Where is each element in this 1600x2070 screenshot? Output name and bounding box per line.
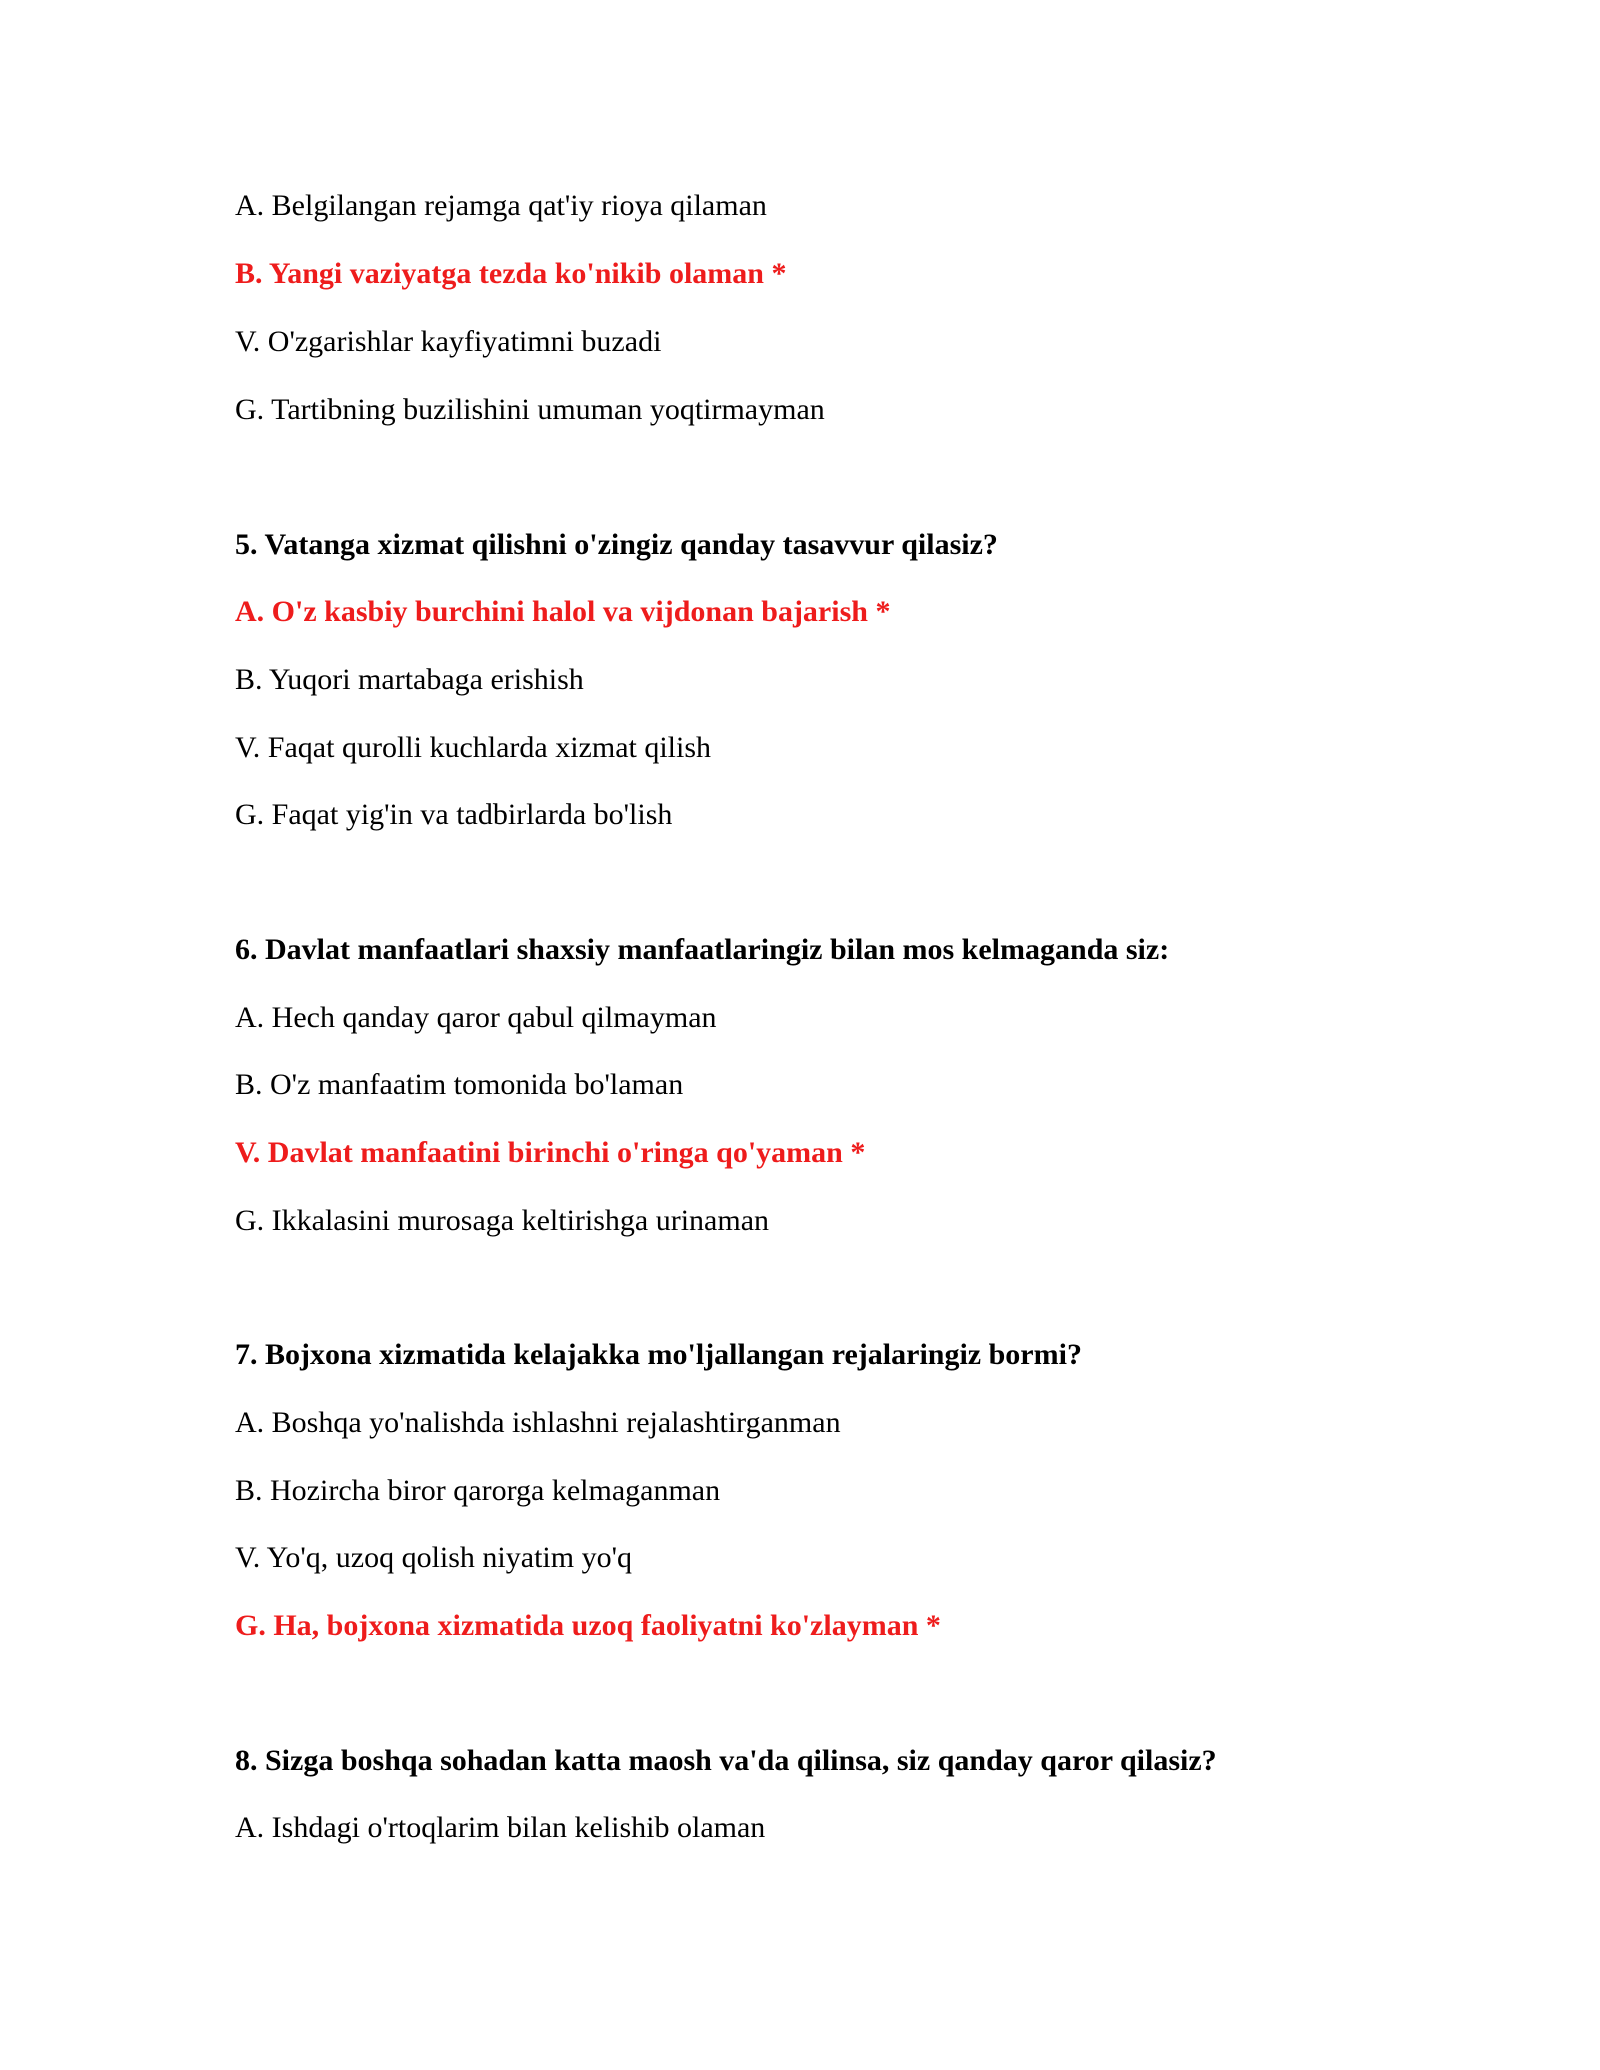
option-5g: G. Faqat yig'in va tadbirlarda bo'lish xyxy=(235,798,673,831)
question-8: 8. Sizga boshqa sohadan katta maosh va'da qilinsa, siz qanday qaror qilasiz? xyxy=(235,1744,1217,1777)
option-4a: A. Belgilangan rejamga qat'iy rioya qilaman xyxy=(235,189,767,222)
option-4b-correct: B. Yangi vaziyatga tezda ko'nikib olaman * xyxy=(235,257,787,290)
option-6g: G. Ikkalasini murosaga keltirishga urinaman xyxy=(235,1204,770,1237)
option-7v: V. Yo'q, uzoq qolish niyatim yo'q xyxy=(235,1541,632,1574)
option-6a: A. Hech qanday qaror qabul qilmayman xyxy=(235,1001,717,1034)
option-5v: V. Faqat qurolli kuchlarda xizmat qilish xyxy=(235,731,712,764)
option-7g-correct: G. Ha, bojxona xizmatida uzoq faoliyatni ko'zlayman * xyxy=(235,1609,941,1642)
option-6b: B. O'z manfaatim tomonida bo'laman xyxy=(235,1068,684,1101)
question-6: 6. Davlat manfaatlari shaxsiy manfaatlaringiz bilan mos kelmaganda siz: xyxy=(235,933,1170,966)
option-5a-correct: A. O'z kasbiy burchini halol va vijdonan bajarish * xyxy=(235,595,891,628)
option-8a: A. Ishdagi o'rtoqlarim bilan kelishib olaman xyxy=(235,1811,766,1844)
option-4v: V. O'zgarishlar kayfiyatimni buzadi xyxy=(235,325,662,358)
option-4g: G. Tartibning buzilishini umuman yoqtirmayman xyxy=(235,393,825,426)
option-7a: A. Boshqa yo'nalishda ishlashni rejalashtirganman xyxy=(235,1406,841,1439)
option-7b: B. Hozircha biror qarorga kelmaganman xyxy=(235,1474,721,1507)
question-7: 7. Bojxona xizmatida kelajakka mo'ljallangan rejalaringiz bormi? xyxy=(235,1338,1082,1371)
option-5b: B. Yuqori martabaga erishish xyxy=(235,663,584,696)
question-5: 5. Vatanga xizmat qilishni o'zingiz qanday tasavvur qilasiz? xyxy=(235,528,998,561)
option-6v-correct: V. Davlat manfaatini birinchi o'ringa qo'yaman * xyxy=(235,1136,866,1169)
